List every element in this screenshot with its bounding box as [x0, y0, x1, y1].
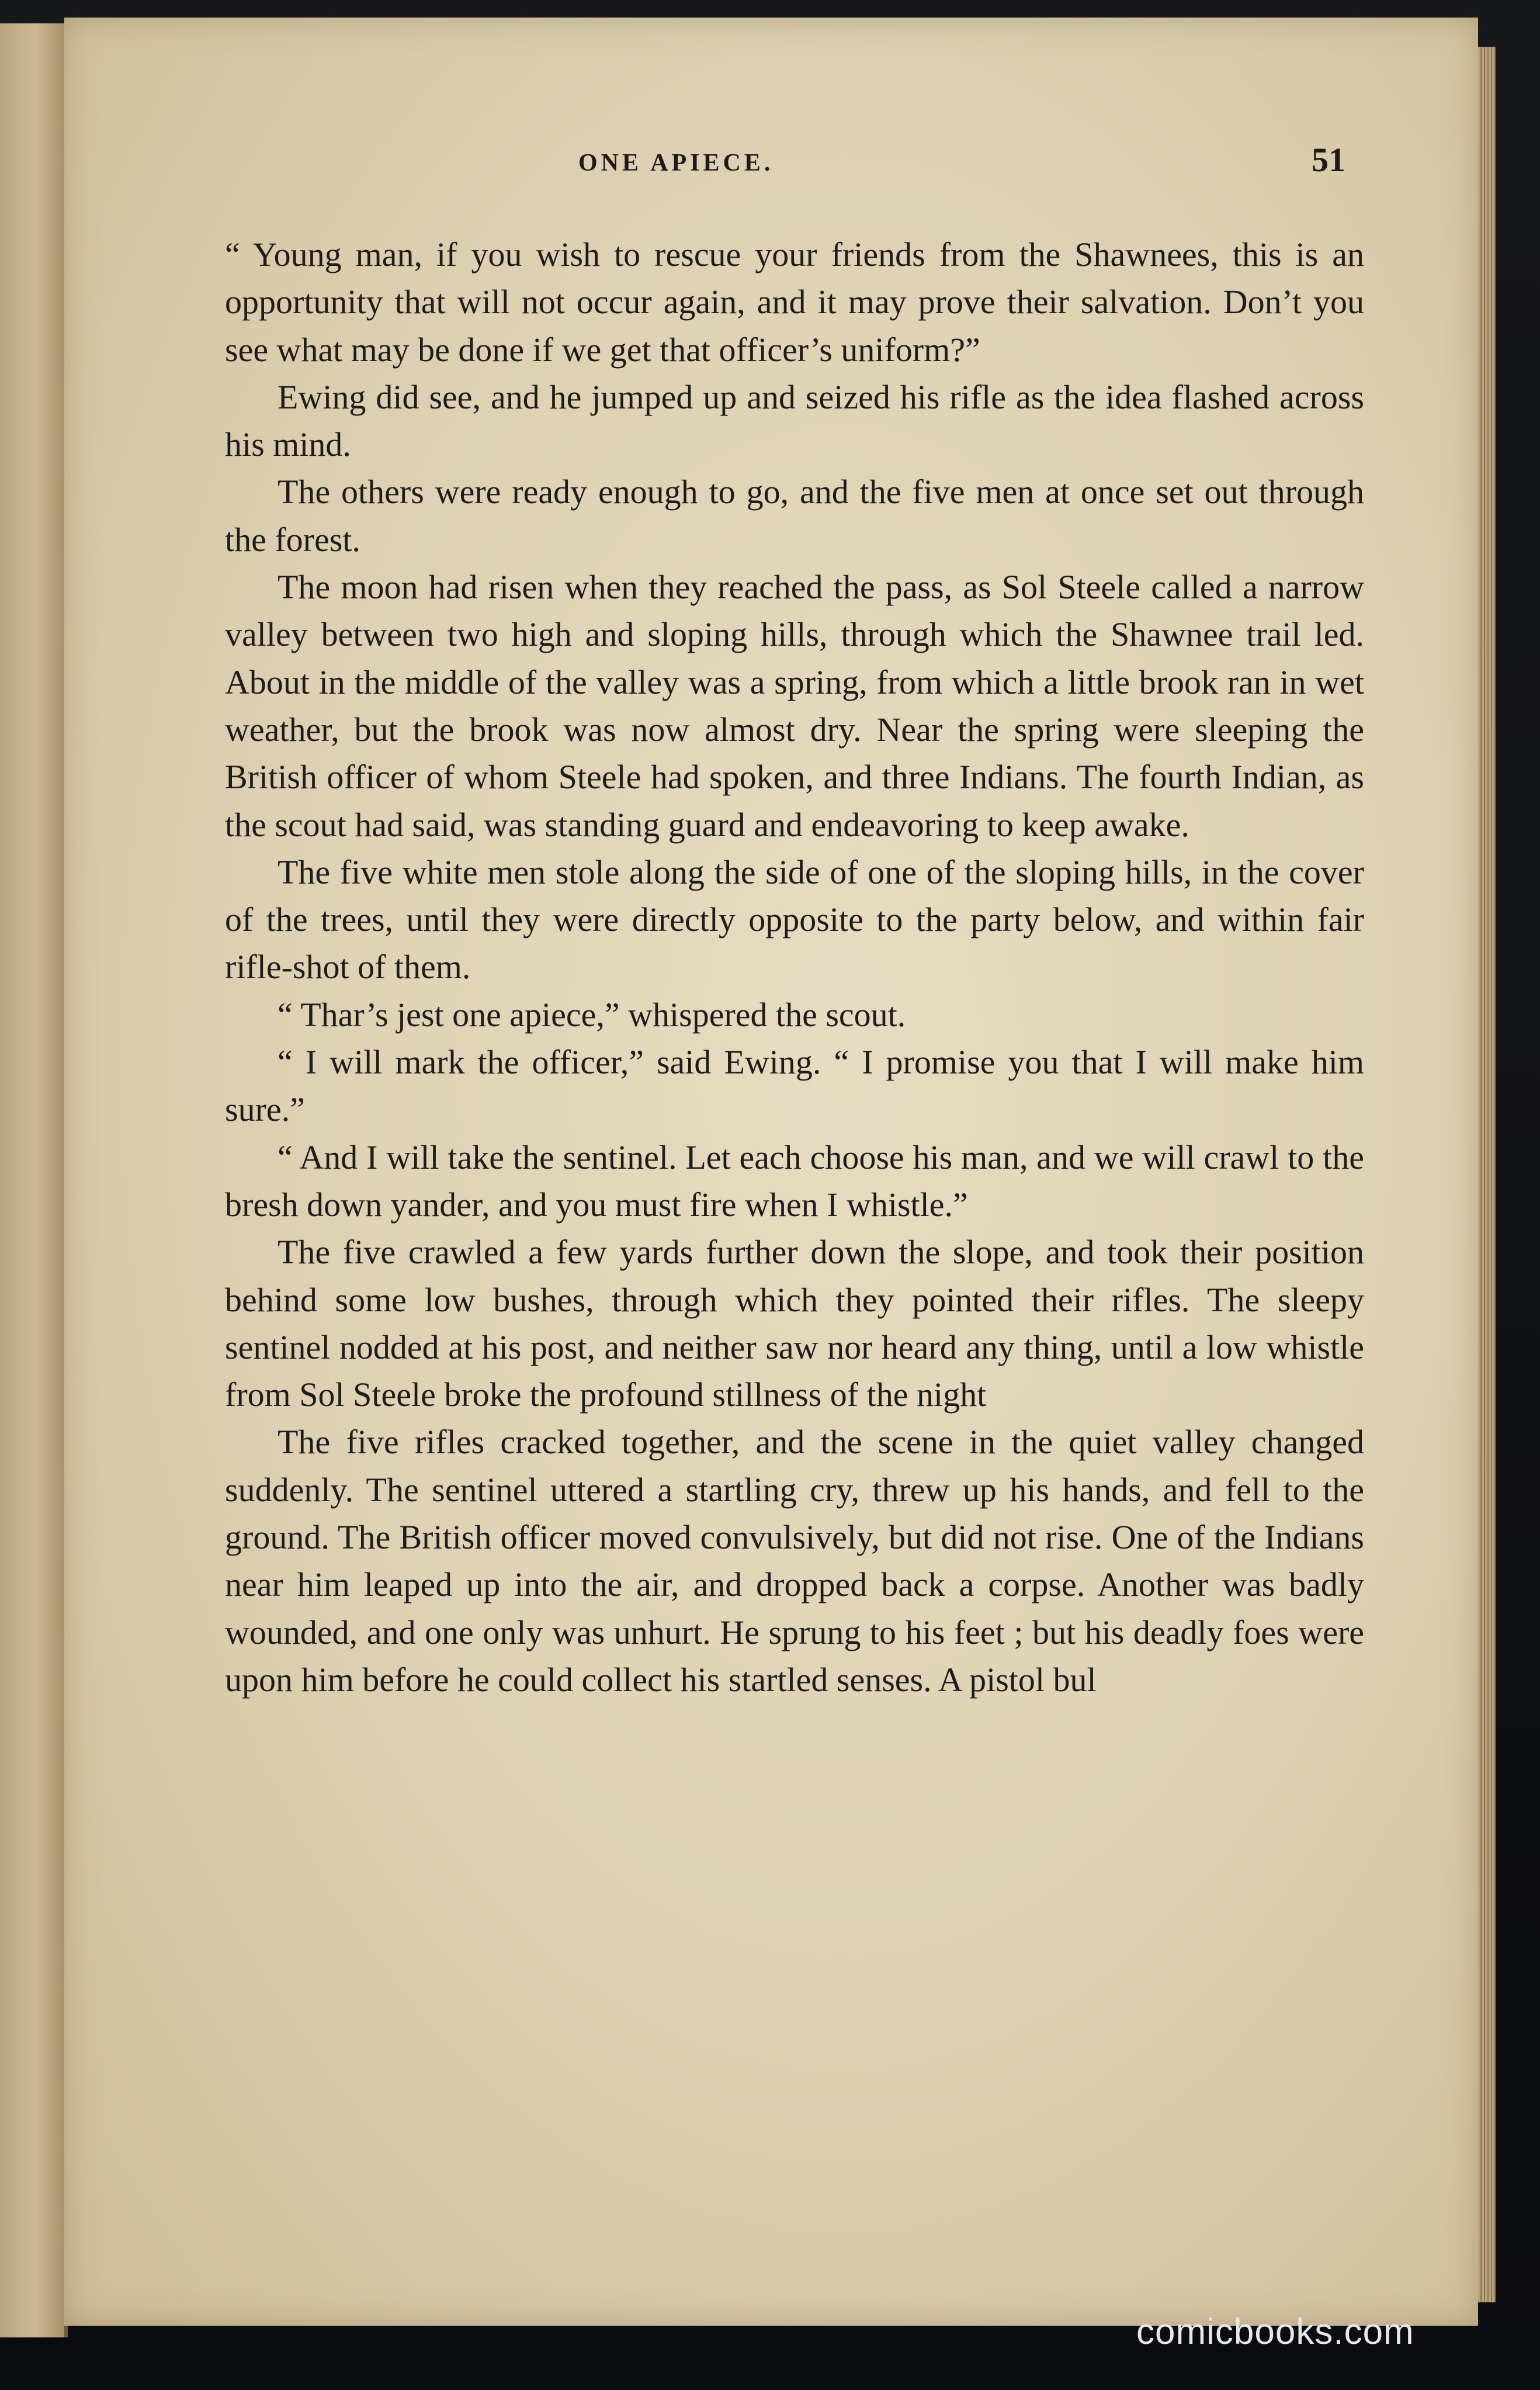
paragraph: “ Young man, if you wish to rescue your friends from the Shawnees, this is an opportunity that will not occur again, and it may prove their salvation. Don’t you see what may be done if we get that officer’s uniform?”: [225, 235, 1364, 369]
paragraph: The others were ready enough to go, and the five men at once set out through the forest.: [225, 473, 1364, 559]
paragraph: Ewing did see, and he jumped up and seized his rifle as the idea flashed across his mind.: [225, 377, 1364, 464]
page-stack-edge: [1478, 47, 1496, 2302]
watermark: comicbooks.com: [1136, 2312, 1414, 2352]
paragraph: The five white men stole along the side of one of the sloping hills, in the cover of the trees, until they were directly opposite to the party below, and within fair rifle-shot of them.: [225, 853, 1364, 986]
running-head: ONE APIECE.: [578, 150, 774, 176]
paragraph: The five rifles cracked together, and the scene in the quiet valley changed suddenly. The sentinel uttered a startling cry, threw up his hands, and fell to the ground. The British officer moved convulsively, but did not rise. One of the Indians near him leaped up into the air, and dropped back a corpse. Another was badly wounded, and one only was unhurt. He sprung to his feet ; but his deadly foes were upon him before he could collect his startled senses. A pistol bul: [225, 1423, 1364, 1699]
previous-page-edge: [0, 23, 68, 2337]
paragraph: The five crawled a few yards further down the slope, and took their position behind some low bushes, through which they pointed their rifles. The sleepy sentinel nodded at his post, and neither saw nor heard any thing, until a low whistle from Sol Steele broke the profound stillness of the night: [225, 1233, 1364, 1414]
paragraph: “ Thar’s jest one apiece,” whispered the scout.: [278, 995, 906, 1034]
body-text: [225, 231, 1364, 1703]
paragraph: “ And I will take the sentinel. Let each choose his man, and we will crawl to the bresh down yander, and you must fire when I whistle.”: [225, 1138, 1364, 1224]
page-number: 51: [1312, 141, 1345, 179]
paragraph: “ I will mark the officer,” said Ewing. “ I promise you that I will make him sure.”: [225, 1043, 1364, 1129]
paragraph: The moon had risen when they reached the pass, as Sol Steele called a narrow valley between two high and sloping hills, through which the Shawnee trail led. About in the middle of the valley was a spring, from which a little brook ran in wet weather, but the brook was now almost dry. Near the spring were sleeping the British officer of whom Steele had spoken, and three Indians. The fourth Indian, as the scout had said, was standing guard and endeavoring to keep awake.: [225, 568, 1364, 844]
